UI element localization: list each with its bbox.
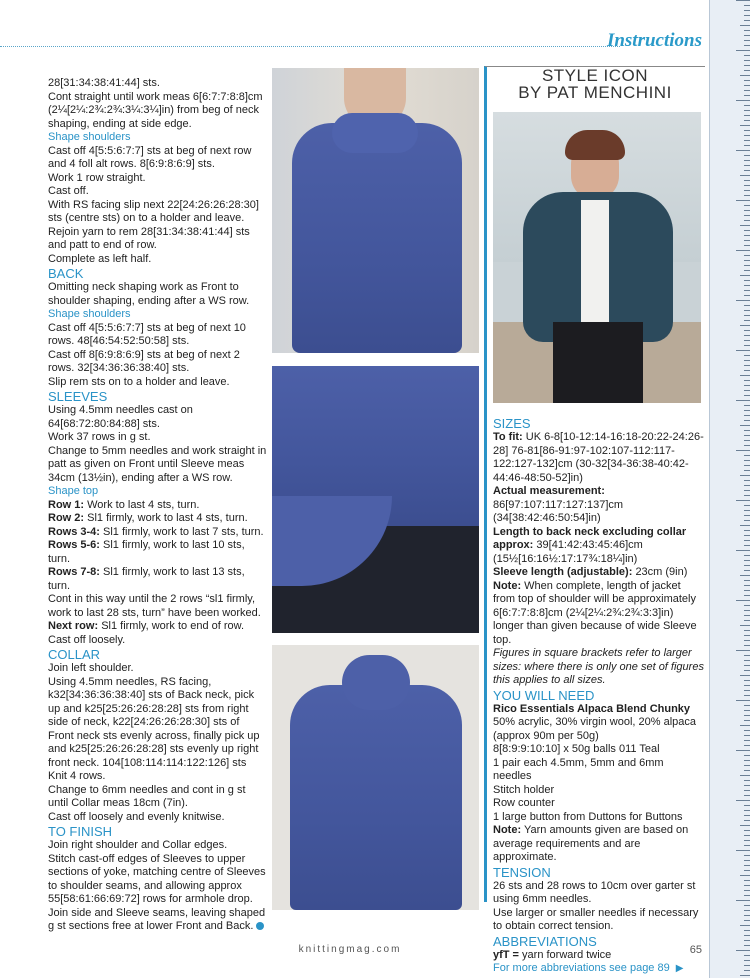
- ruler-tick: [744, 415, 750, 416]
- ruler-tick: [744, 195, 750, 196]
- row-instruction: Next row: Sl1 firmly, work to end of row.: [48, 620, 245, 632]
- ruler-tick: [744, 665, 750, 666]
- ruler-tick: [736, 800, 750, 801]
- ruler-tick: [736, 350, 750, 351]
- ruler-tick: [744, 630, 750, 631]
- ruler-tick: [744, 90, 750, 91]
- shape-shoulders-heading: Shape shoulders: [48, 131, 131, 143]
- ruler-tick: [744, 690, 750, 691]
- style-icon-photo: [493, 112, 701, 403]
- text-line: Change to 5mm needles and work straight in patt as given on Front until Sleeve meas 34cm (13½in), ending after a WS row.: [48, 444, 267, 484]
- sweater-back-photo: [272, 645, 479, 910]
- sizes-heading: SIZES: [493, 416, 531, 431]
- ruler-tick: [744, 420, 750, 421]
- ruler-tick: [744, 295, 750, 296]
- ruler-tick: [744, 945, 750, 946]
- ruler-tick: [740, 825, 750, 826]
- text-line: 26 sts and 28 rows to 10cm over garter st using 6mm needles.: [493, 879, 696, 905]
- ruler-tick: [744, 595, 750, 596]
- ruler-tick: [744, 235, 750, 236]
- text-line: Join right shoulder and Collar edges.: [48, 839, 228, 851]
- ruler-tick: [736, 850, 750, 851]
- ruler-tick: [744, 285, 750, 286]
- sweater-front-photo: [272, 68, 479, 353]
- ruler-tick: [744, 655, 750, 656]
- ruler-tick: [744, 745, 750, 746]
- ruler-tick: [744, 535, 750, 536]
- ruler-tick: [744, 955, 750, 956]
- ruler-tick: [740, 625, 750, 626]
- text-line: 50% acrylic, 30% virgin wool, 20% alpaca (approx 90m per 50g): [493, 716, 696, 742]
- text-line: Cast off 4[5:5:6:7:7] sts at beg of next 10 rows. 48[46:54:52:50:58] sts.: [48, 321, 246, 347]
- ruler-tick: [736, 200, 750, 201]
- ruler-tick: [744, 55, 750, 56]
- text-line: Slip rem sts on to a holder and leave.: [48, 375, 230, 388]
- ruler-tick: [744, 520, 750, 521]
- sidebar-rule: [484, 66, 487, 902]
- sweater-detail-photo: [272, 366, 479, 633]
- ruler-tick: [740, 175, 750, 176]
- ruler-tick: [736, 950, 750, 951]
- ruler-tick: [744, 445, 750, 446]
- ruler-tick: [744, 810, 750, 811]
- ruler-tick: [744, 515, 750, 516]
- ruler-tick: [744, 880, 750, 881]
- ruler-tick: [744, 845, 750, 846]
- ruler-tick: [744, 40, 750, 41]
- text-line: Cont in this way until the 2 rows “sl1 firmly, work to last 28 sts, turn” have been worked.: [48, 593, 261, 619]
- ruler-tick: [744, 315, 750, 316]
- ruler-tick: [736, 400, 750, 401]
- ruler-tick: [744, 215, 750, 216]
- ruler-tick: [736, 150, 750, 151]
- ruler-tick: [744, 170, 750, 171]
- ruler-tick: [744, 855, 750, 856]
- ruler-tick: [736, 100, 750, 101]
- text-line: Cast off.: [48, 185, 89, 197]
- ruler-tick: [744, 270, 750, 271]
- row-instruction: Rows 3-4: Sl1 firmly, work to last 7 sts, turn.: [48, 525, 264, 538]
- ruler-tick: [744, 785, 750, 786]
- ruler-tick: [744, 635, 750, 636]
- ruler-tick: [744, 140, 750, 141]
- ruler-tick: [744, 395, 750, 396]
- ruler-tick: [744, 730, 750, 731]
- ruler-tick: [740, 725, 750, 726]
- ruler-tick: [744, 965, 750, 966]
- ruler-tick: [744, 370, 750, 371]
- ruler-tick: [736, 750, 750, 751]
- text-line: Work 37 rows in g st.: [48, 431, 151, 443]
- ruler-tick: [744, 720, 750, 721]
- ruler-tick: [744, 695, 750, 696]
- ruler-tick: [744, 230, 750, 231]
- ruler-tick: [744, 860, 750, 861]
- ruler-tick: [744, 805, 750, 806]
- ruler-tick: [744, 130, 750, 131]
- ruler-tick: [744, 345, 750, 346]
- ruler-tick: [744, 335, 750, 336]
- style-icon-title: STYLE ICON BY PAT MENCHINI: [485, 66, 705, 109]
- header-divider: [0, 46, 620, 47]
- ruler-tick: [744, 755, 750, 756]
- ruler-tick: [744, 320, 750, 321]
- ruler-tick: [744, 610, 750, 611]
- ruler-tick: [744, 940, 750, 941]
- ruler-tick: [744, 660, 750, 661]
- left-column: [48, 77, 268, 934]
- ruler-tick: [744, 895, 750, 896]
- ruler-tick: [744, 290, 750, 291]
- ruler-tick: [744, 930, 750, 931]
- ruler-tick: [744, 10, 750, 11]
- text-line: Rejoin yarn to rem 28[31:34:38:41:44] sts and patt to end of row.: [48, 225, 250, 251]
- ruler-tick: [744, 15, 750, 16]
- ruler-tick: [744, 760, 750, 761]
- ruler-tick: [744, 5, 750, 6]
- ruler-tick: [744, 770, 750, 771]
- ruler-tick: [744, 615, 750, 616]
- ruler-tick: [744, 560, 750, 561]
- row-instruction: Row 1: Work to last 4 sts, turn.: [48, 498, 200, 511]
- finish-heading: TO FINISH: [48, 824, 113, 839]
- ruler-tick: [744, 355, 750, 356]
- text-line: Using 4.5mm needles, RS facing, k32[34:36:36:38:40] sts of Back neck, pick up and k25[25:26:26:28:28] sts from right side of neck, k22[24:26:26:28:30] sts of Front neck sts evenly across, finally pick up and k25[25:26:26:28:28] sts evenly up right front neck. 104[108:114:114:122:126] sts: [48, 675, 260, 769]
- ruler-tick: [740, 375, 750, 376]
- ruler-tick: [744, 380, 750, 381]
- ruler-tick: [744, 640, 750, 641]
- ruler-tick: [744, 455, 750, 456]
- ruler-tick: [740, 25, 750, 26]
- ruler-tick: [744, 580, 750, 581]
- text-line: Change to 6mm needles and cont in g st until Collar meas 18cm (7in).: [48, 783, 246, 809]
- row-instruction: Rows 5-6: Sl1 firmly, work to last 10 sts, turn.: [48, 539, 245, 565]
- ruler-tick: [744, 970, 750, 971]
- ruler-tick: [744, 435, 750, 436]
- ruler-tick: [744, 505, 750, 506]
- ruler-tick: [744, 265, 750, 266]
- ruler-tick: [744, 110, 750, 111]
- ruler-tick: [740, 525, 750, 526]
- ruler-tick: [744, 565, 750, 566]
- text-line: 1 large button from Duttons for Buttons: [493, 810, 683, 823]
- ruler-tick: [744, 115, 750, 116]
- back-heading: BACK: [48, 266, 84, 281]
- ruler-tick: [744, 830, 750, 831]
- ruler-tick: [744, 165, 750, 166]
- ruler-tick: [744, 545, 750, 546]
- intro-line: Cont straight until work meas 6[6:7:7:8:8]cm (2¼[2¼:2¾:2¾:3¼:3¼]in) from beg of neck shaping, ending at side edge.: [48, 90, 263, 130]
- text-line: Join side and Sleeve seams, leaving shaped g st sections free at lower Front and Back.: [48, 906, 266, 932]
- ruler-tick: [744, 915, 750, 916]
- ruler-tick: [744, 645, 750, 646]
- ruler-tick: [744, 620, 750, 621]
- ruler-tick: [744, 80, 750, 81]
- ruler-tick: [740, 925, 750, 926]
- text-line: Join left shoulder.: [48, 662, 134, 674]
- ruler-tick: [744, 590, 750, 591]
- ruler-tick: [744, 710, 750, 711]
- text-line: Stitch holder: [493, 783, 555, 796]
- ruler-tick: [744, 240, 750, 241]
- end-bullet-icon: [256, 922, 264, 930]
- ruler-tick: [736, 300, 750, 301]
- ruler-tick: [744, 735, 750, 736]
- ruler-tick: [744, 205, 750, 206]
- ruler-tick: [744, 715, 750, 716]
- ruler-tick: [744, 340, 750, 341]
- ruler-tick: [740, 225, 750, 226]
- ruler-tick: [744, 585, 750, 586]
- ruler-tick: [744, 460, 750, 461]
- ruler-tick: [744, 935, 750, 936]
- you-will-need-heading: YOU WILL NEED: [493, 687, 595, 703]
- shape-top-heading: Shape top: [48, 485, 99, 497]
- ruler-tick: [744, 885, 750, 886]
- ruler-tick: [744, 490, 750, 491]
- ruler-tick: [744, 390, 750, 391]
- ruler-tick: [744, 95, 750, 96]
- ruler-tick: [744, 85, 750, 86]
- ruler-tick: [744, 530, 750, 531]
- ruler-tick: [744, 960, 750, 961]
- text-line: Use larger or smaller needles if necessary to obtain correct tension.: [493, 906, 699, 932]
- ruler-tick: [736, 50, 750, 51]
- ruler-tick: [744, 740, 750, 741]
- ruler-tick: [744, 840, 750, 841]
- ruler-tick: [744, 210, 750, 211]
- ruler-tick: [744, 835, 750, 836]
- ruler-tick: [744, 485, 750, 486]
- ruler-tick: [744, 60, 750, 61]
- ruler-strip: [709, 0, 750, 978]
- text-line: Cast off loosely.: [48, 633, 126, 646]
- ruler-tick: [744, 220, 750, 221]
- ruler-tick: [744, 680, 750, 681]
- ruler-tick: [744, 65, 750, 66]
- ruler-tick: [744, 245, 750, 246]
- ruler-tick: [744, 480, 750, 481]
- row-instruction: Row 2: Sl1 firmly, work to last 4 sts, turn.: [48, 512, 248, 524]
- ruler-tick: [744, 260, 750, 261]
- text-line: 1 pair each 4.5mm, 5mm and 6mm needles: [493, 756, 664, 782]
- right-column: SIZES To fit: UK 6-8[10-12:14-16:18-20:22-24:26-28] 76-81[86-91:97-102:107-112:117-122:127-132]cm (30-32[34-36:38-40:42-44:46-48:50-52]in) Actual measurement: 86[97:107:117:127:137]cm (34[38:42:46:50:54]in) Length to back neck excluding collar approx: 39[41:42:43:45:46]cm (15½[16:16½:17:17¾:18¼]in) Sleeve length (adjustable): 23cm (9in) Note: When complete, length of jacket from top of shoulder will be approximately 6[6:7:7:8:8]cm (2¼[2¼:2¾:2¾:3:3]in) longer than given because of wide Sleeve top. Figures in square brackets refer to larger sizes: where there is only one set of figures this applies to all sizes. YOU WILL NEED Rico Essentials Alpaca Blend Chunky 50% acrylic, 30% virgin wool, 20% alpaca (approx 90m per 50g) 8[8:9:9:10:10] x 50g balls 011 Teal 1 pair each 4.5mm, 5mm and 6mm needles Stitch holder Row counter 1 large button from Duttons for Buttons Note: Yarn amounts given are based on average requirements and are approximate. TENSION 26 sts and 28 rows to 10cm over garter st using 6mm needles. Use larger or smaller needles if necessary to obtain correct tension. ABBREVIATIONS yfT = yarn forward twice For more abbreviations see page 89 ▶: [493, 416, 704, 974]
- ruler-tick: [744, 470, 750, 471]
- ruler-tick: [740, 275, 750, 276]
- row-instruction: Rows 7-8: Sl1 firmly, work to last 13 sts, turn.: [48, 566, 245, 592]
- ruler-tick: [740, 875, 750, 876]
- ruler-tick: [744, 255, 750, 256]
- text-line: Omitting neck shaping work as Front to shoulder shaping, ending after a WS row.: [48, 281, 250, 307]
- ruler-tick: [744, 555, 750, 556]
- ruler-tick: [736, 700, 750, 701]
- text-line: Cast off 4[5:5:6:7:7] sts at beg of next row and 4 foll alt rows. 8[6:9:8:6:9] sts.: [48, 144, 252, 170]
- ruler-tick: [744, 405, 750, 406]
- ruler-tick: [744, 135, 750, 136]
- ruler-tick: [736, 550, 750, 551]
- ruler-tick: [744, 155, 750, 156]
- section-title: Instructions: [606, 30, 702, 51]
- collar-heading: COLLAR: [48, 647, 101, 662]
- ruler-tick: [744, 430, 750, 431]
- arrow-right-icon: ▶: [675, 963, 684, 974]
- ruler-tick: [744, 890, 750, 891]
- ruler-tick: [744, 35, 750, 36]
- ruler-tick: [744, 280, 750, 281]
- ruler-tick: [744, 105, 750, 106]
- ruler-tick: [744, 145, 750, 146]
- ruler-tick: [744, 780, 750, 781]
- ruler-tick: [744, 670, 750, 671]
- ruler-tick: [744, 360, 750, 361]
- ruler-tick: [744, 765, 750, 766]
- ruler-tick: [744, 865, 750, 866]
- ruler-tick: [744, 20, 750, 21]
- ruler-tick: [744, 330, 750, 331]
- ruler-tick: [740, 675, 750, 676]
- ruler-tick: [744, 410, 750, 411]
- ruler-tick: [744, 685, 750, 686]
- text-line: Work 1 row straight.: [48, 171, 146, 184]
- ruler-tick: [740, 475, 750, 476]
- ruler-tick: [744, 305, 750, 306]
- ruler-tick: [744, 385, 750, 386]
- shape-shoulders-heading: Shape shoulders: [48, 308, 131, 320]
- text-line: 8[8:9:9:10:10] x 50g balls 011 Teal: [493, 743, 660, 755]
- page-number: 65: [689, 944, 702, 956]
- ruler-tick: [744, 45, 750, 46]
- ruler-tick: [744, 440, 750, 441]
- intro-line: 28[31:34:38:41:44] sts.: [48, 77, 160, 89]
- ruler-tick: [744, 190, 750, 191]
- ruler-tick: [740, 575, 750, 576]
- footer-site: knittingmag.com: [298, 944, 402, 955]
- ruler-tick: [740, 425, 750, 426]
- ruler-tick: [744, 820, 750, 821]
- ruler-tick: [736, 900, 750, 901]
- text-line: Knit 4 rows.: [48, 770, 106, 782]
- ruler-tick: [740, 325, 750, 326]
- ruler-tick: [744, 70, 750, 71]
- tension-heading: TENSION: [493, 864, 551, 880]
- ruler-tick: [744, 185, 750, 186]
- ruler-tick: [740, 125, 750, 126]
- text-line: Stitch cast-off edges of Sleeves to upper sections of yoke, matching centre of Sleeves to shoulder seams, and allowing approx 55[58:61:66:69:72] rows for armhole drop.: [48, 852, 266, 905]
- ruler-tick: [744, 495, 750, 496]
- ruler-tick: [744, 365, 750, 366]
- ruler-tick: [744, 870, 750, 871]
- ruler-tick: [736, 450, 750, 451]
- text-line: Row counter: [493, 797, 555, 809]
- ruler-tick: [744, 910, 750, 911]
- ruler-tick: [736, 600, 750, 601]
- ruler-tick: [744, 920, 750, 921]
- text-line: With RS facing slip next 22[24:26:26:28:30] sts (centre sts) on to a holder and leave.: [48, 198, 259, 224]
- ruler-tick: [744, 790, 750, 791]
- ruler-tick: [744, 905, 750, 906]
- ruler-tick: [744, 30, 750, 31]
- ruler-tick: [744, 120, 750, 121]
- ruler-tick: [744, 705, 750, 706]
- ruler-tick: [744, 570, 750, 571]
- text-line: Complete as left half.: [48, 252, 152, 265]
- ruler-tick: [744, 180, 750, 181]
- ruler-tick: [744, 465, 750, 466]
- ruler-tick: [736, 500, 750, 501]
- ruler-tick: [744, 510, 750, 511]
- text-line: Using 4.5mm needles cast on 64[68:72:80:84:88] sts.: [48, 404, 193, 430]
- ruler-tick: [744, 310, 750, 311]
- ruler-tick: [740, 775, 750, 776]
- ruler-tick: [744, 160, 750, 161]
- ruler-tick: [740, 75, 750, 76]
- ruler-tick: [744, 795, 750, 796]
- sleeves-heading: SLEEVES: [48, 389, 108, 404]
- text-line: Cast off loosely and evenly knitwise.: [48, 810, 225, 823]
- ruler-tick: [740, 975, 750, 976]
- ruler-tick: [744, 815, 750, 816]
- ruler-tick: [736, 250, 750, 251]
- ruler-tick: [744, 605, 750, 606]
- ruler-tick: [736, 650, 750, 651]
- ruler-tick: [736, 0, 750, 1]
- ruler-tick: [744, 540, 750, 541]
- text-line: Cast off 8[6:9:8:6:9] sts at beg of next 2 rows. 32[34:36:36:38:40] sts.: [48, 348, 240, 374]
- more-abbreviations-link[interactable]: For more abbreviations see page 89 ▶: [493, 962, 684, 974]
- abbreviations-heading: ABBREVIATIONS: [493, 933, 597, 949]
